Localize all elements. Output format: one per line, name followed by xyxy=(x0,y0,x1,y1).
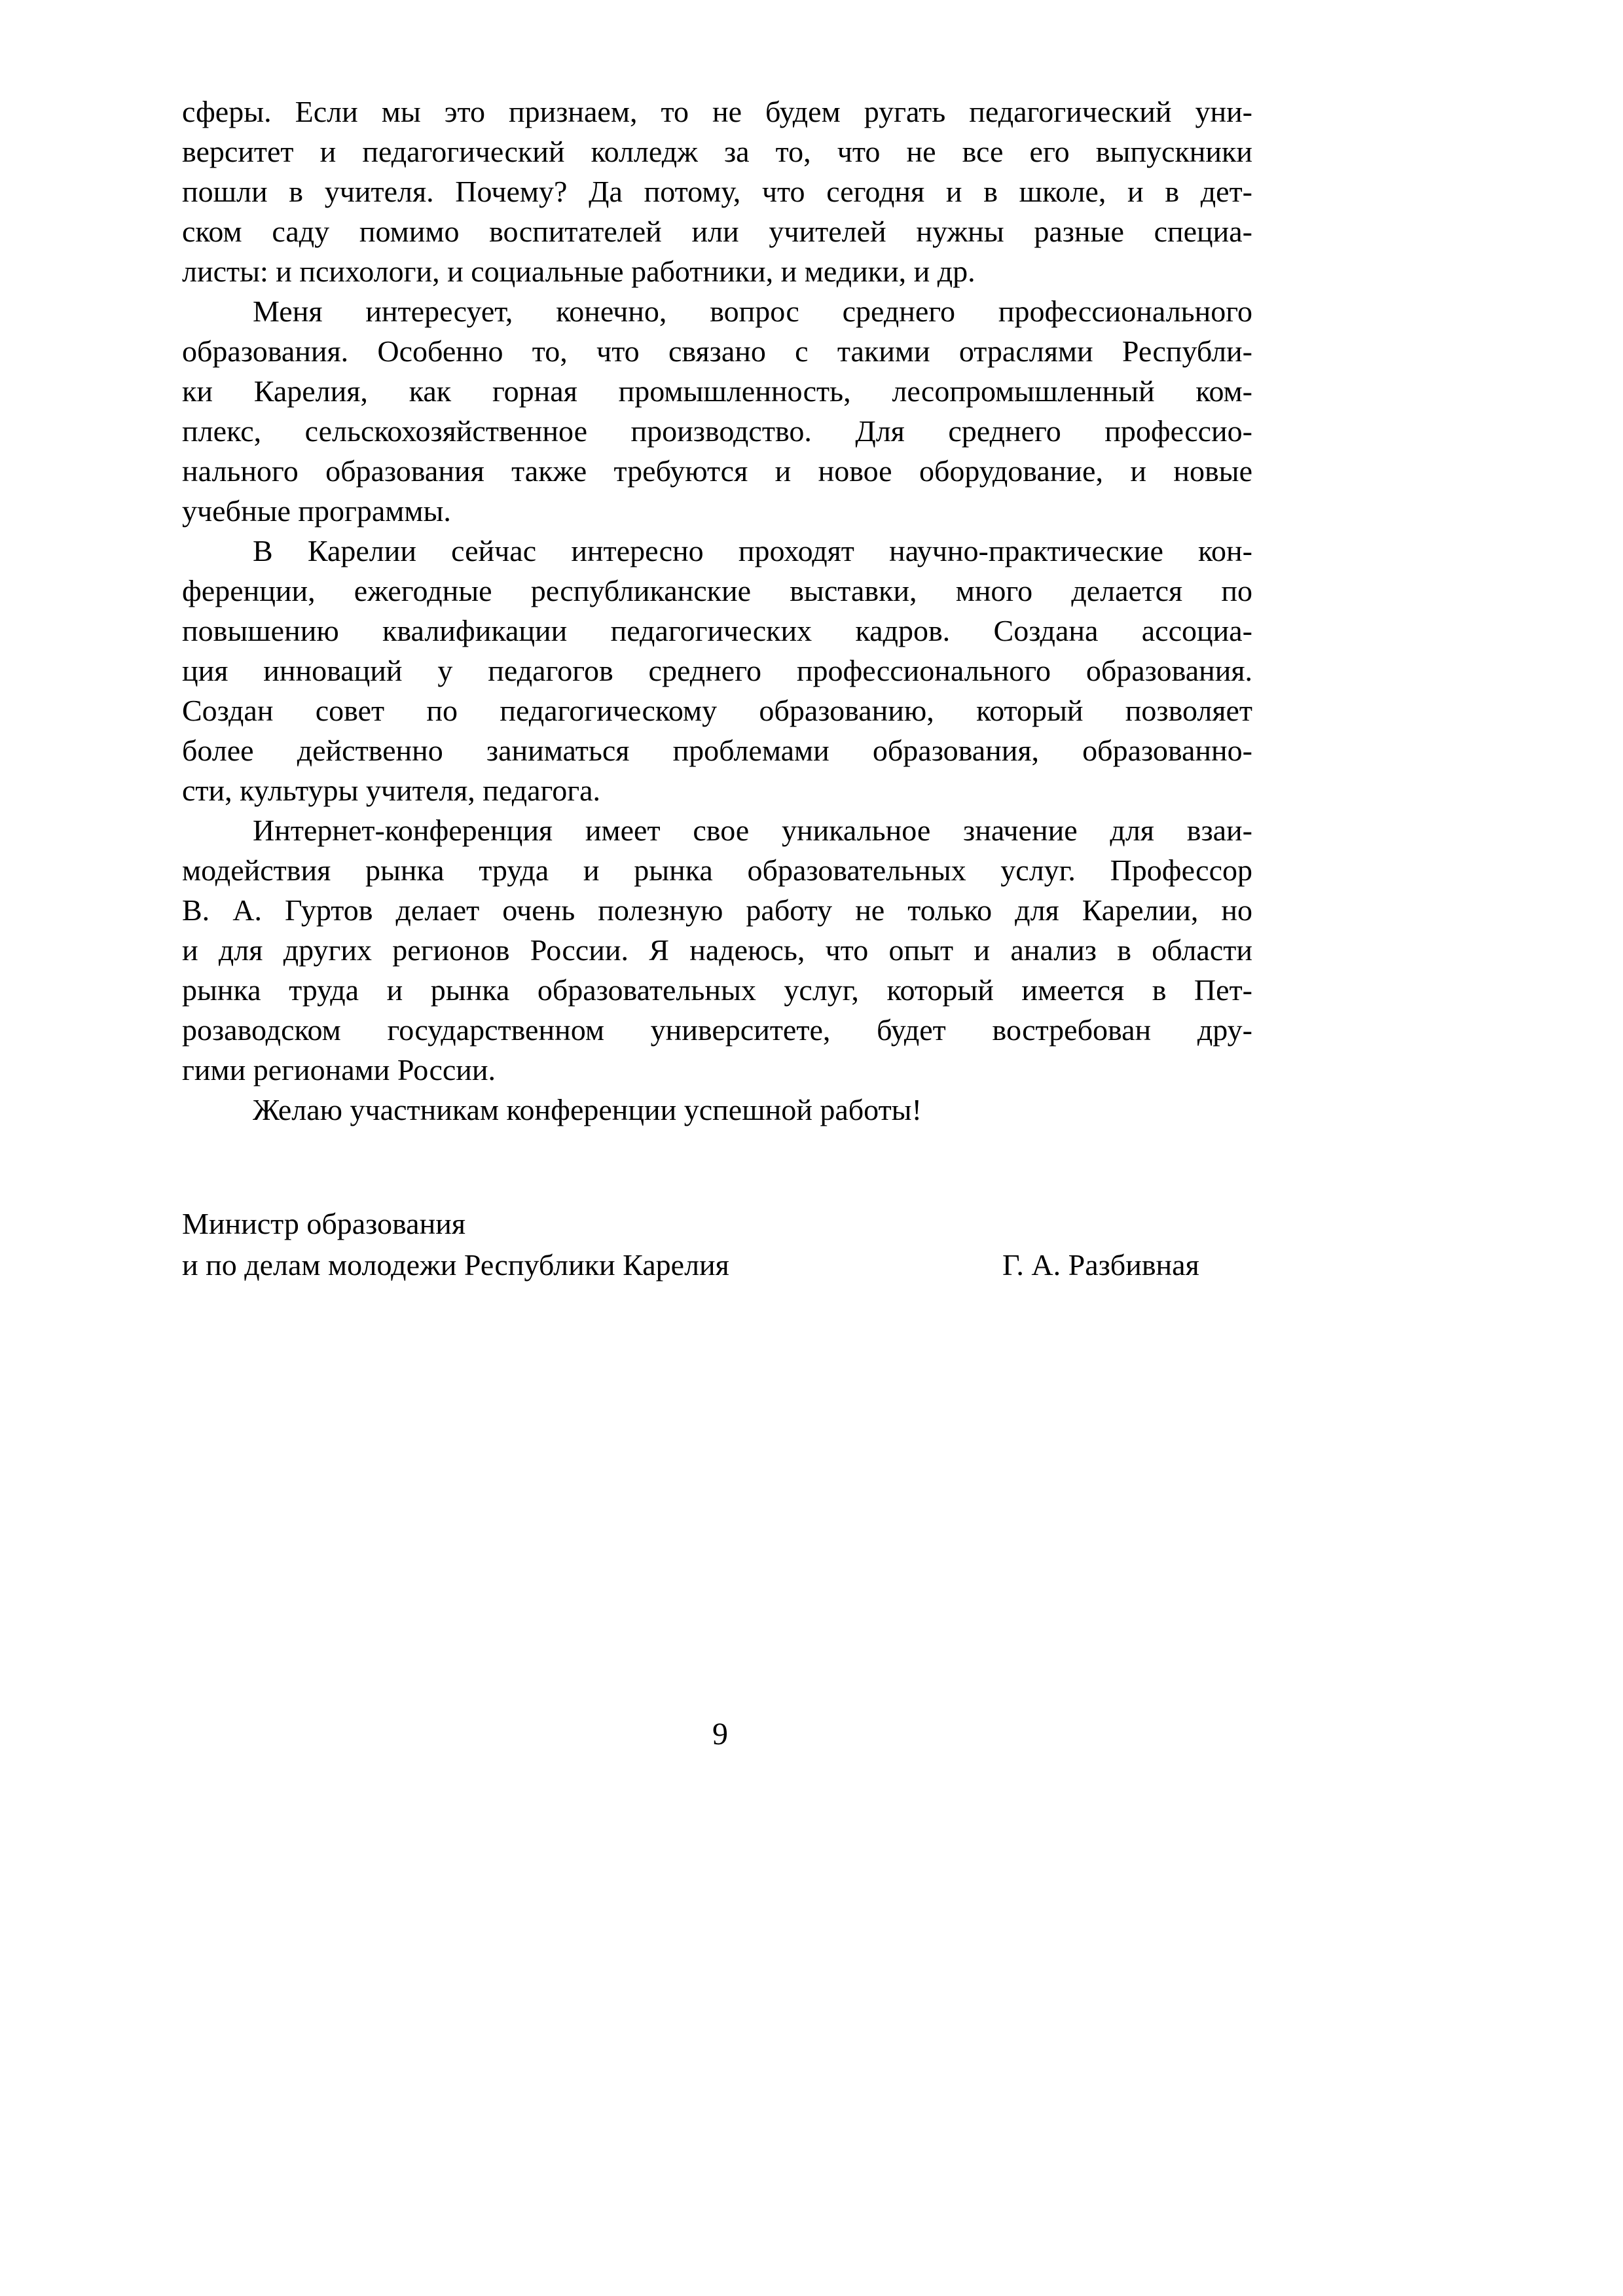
text-line: нального образования также требуются и новое оборудование, и новые xyxy=(182,454,1252,488)
text-line: розаводском государственном университете, будет востребован дру- xyxy=(182,1013,1252,1047)
text-line: В Карелии сейчас интересно проходят научно-практические кон- xyxy=(253,534,1252,567)
text-line: повышению квалификации педагогических кадров. Создана ассоциа- xyxy=(182,614,1252,647)
signature-name: Г. А. Разбивная xyxy=(1002,1248,1199,1282)
text-line: учебные программы. xyxy=(182,494,451,528)
text-line: ференции, ежегодные республиканские выставки, много делается по xyxy=(182,574,1252,607)
text-line: ки Карелия, как горная промышленность, лесопромышленный ком- xyxy=(182,374,1252,408)
text-line: сферы. Если мы это признаем, то не будем ругать педагогический уни- xyxy=(182,95,1252,128)
text-line: пошли в учителя. Почему? Да потому, что сегодня и в школе, и в дет- xyxy=(182,175,1252,208)
signature-position-line-1: Министр образования xyxy=(182,1207,465,1240)
signature-block xyxy=(182,1203,1256,1285)
text-line: листы: и психологи, и социальные работники, и медики, и др. xyxy=(182,255,976,288)
text-line: Интернет-конференция имеет свое уникальное значение для взаи- xyxy=(253,814,1252,847)
page-number: 9 xyxy=(712,1717,728,1751)
text-line: ция инноваций у педагогов среднего профессионального образования. xyxy=(182,654,1252,687)
text-line: Создан совет по педагогическому образованию, который позволяет xyxy=(182,694,1252,727)
text-line: сти, культуры учителя, педагога. xyxy=(182,774,601,807)
text-line: В. А. Гуртов делает очень полезную работу не только для Карелии, но xyxy=(182,893,1252,927)
signature-position-line-2 xyxy=(182,1244,1256,1285)
text-line: и для других регионов России. Я надеюсь, что опыт и анализ в области xyxy=(182,933,1252,967)
text-line: Желаю участникам конференции успешной работы! xyxy=(253,1093,922,1126)
text-line: плекс, сельскохозяйственное производство. Для среднего профессио- xyxy=(182,414,1252,448)
text-line: образования. Особенно то, что связано с такими отраслями Республи- xyxy=(182,334,1252,368)
text-line: верситет и педагогический колледж за то, что не все его выпускники xyxy=(182,135,1252,168)
text-line: рынка труда и рынка образовательных услуг, который имеется в Пет- xyxy=(182,973,1252,1007)
text-line: Меня интересует, конечно, вопрос среднего профессионального xyxy=(253,295,1252,328)
body-text xyxy=(182,92,1252,1130)
text-line: более действенно заниматься проблемами образования, образованно- xyxy=(182,734,1252,767)
text-line: модействия рынка труда и рынка образовательных услуг. Профессор xyxy=(182,853,1252,887)
signature-position-text: и по делам молодежи Республики Карелия xyxy=(182,1248,729,1282)
text-line: гими регионами России. xyxy=(182,1053,496,1086)
text-line: ском саду помимо воспитателей или учителей нужны разные специа- xyxy=(182,215,1252,248)
